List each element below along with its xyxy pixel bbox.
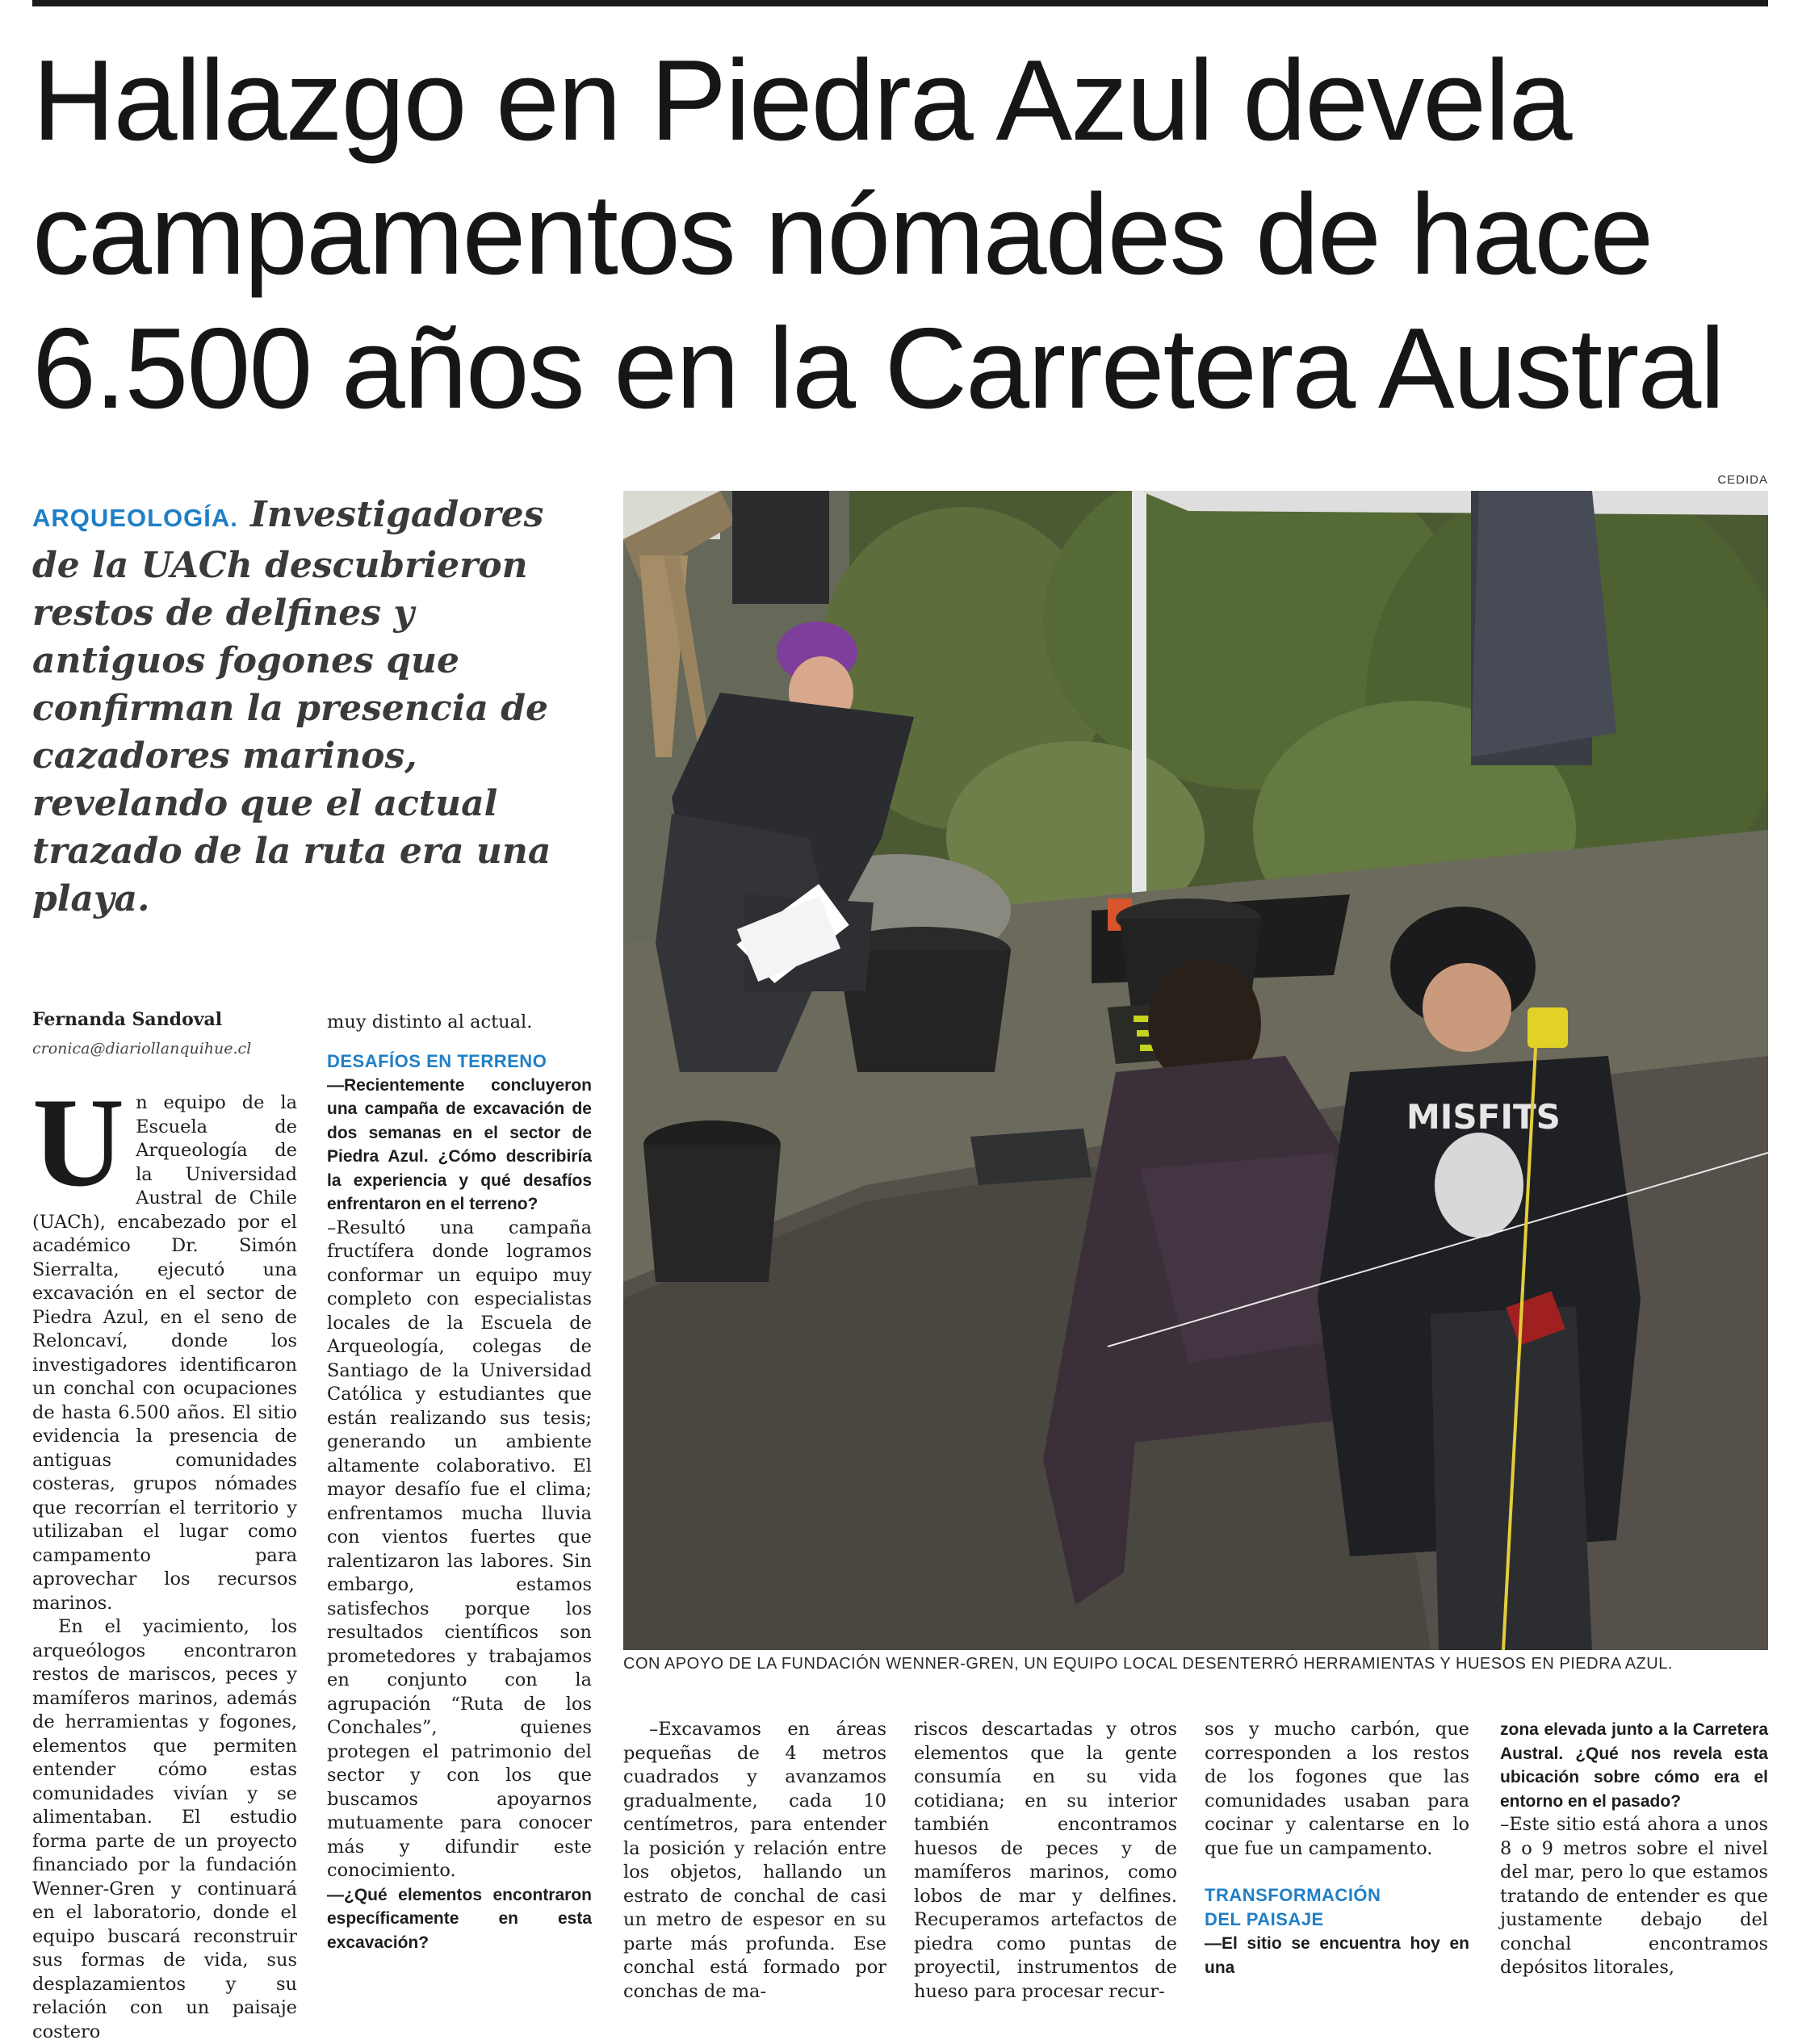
paragraph: riscos descartadas y otros elementos que la gente consumía en su vida cotidiana; en su interior también encontramos huesos de peces y de mamíferos marinos, como lobos de mar y delfines. Recuperamos artefactos de piedra como puntas de proyectil, instrumentos de hueso para procesar recur- — [914, 1719, 1177, 2002]
interview-question: —Recientemente concluyeron una campaña de excavación de dos semanas en el sector de Piedra Azul. ¿Cómo describiría la experiencia y qué desafíos enfrentaron en el terreno? — [327, 1075, 592, 1213]
article-column-2 — [327, 1011, 592, 1954]
interview-question: —El sitio se encuentra hoy en una — [1205, 1934, 1469, 1977]
article-column-6 — [1500, 1718, 1768, 1980]
interview-answer: –Este sitio está ahora a unos 8 o 9 metros sobre el nivel del mar, pero lo que estamos tratando de entender es que justamente debajo del conchal encontramos depósitos litorales, — [1500, 1814, 1768, 1978]
headline — [32, 34, 1784, 436]
author-email: cronica@diariollanquihue.cl — [32, 1040, 252, 1058]
top-rule — [32, 0, 1768, 6]
paragraph: n equipo de la Escuela de Arqueología de la Universidad Austral de Chile (UACh), encabezado por el académico Dr. Simón Sierralta, ejecutó una excavación en el sector de Piedra Azul, en el seno de Reloncaví, donde los investigadores identificaron un conchal con ocupaciones de hasta 6.500 años. El sitio evidencia la presencia de antiguas comunidades costeras, grupos nómades que recorrían el territorio y utilizaban el lugar como campamento para aprovechar los recursos marinos. — [32, 1092, 297, 1614]
paragraph: sos y mucho carbón, que corresponden a los restos de los fogones que las comunidades usaban para cocinar y calentarse en lo que fue un campamento. — [1205, 1719, 1469, 1859]
article-column-1 — [32, 1072, 297, 2044]
article-column-3 — [623, 1718, 886, 2004]
byline — [32, 1009, 307, 1058]
shirt-text: MISFITS — [1406, 1097, 1561, 1137]
section-kicker: ARQUEOLOGÍA. — [32, 504, 238, 532]
article-column-4 — [914, 1718, 1177, 2004]
article-column-5 — [1205, 1718, 1469, 1979]
lead-paragraph — [32, 491, 589, 923]
paragraph: En el yacimiento, los arqueólogos encontraron restos de mariscos, peces y mamíferos marinos, además de herramientas y fogones, elementos que permiten entender cómo estas comunidades vivían y se alimentaban. El estudio forma parte de un proyecto financiado por la fundación Wenner-Gren y continuará en el laboratorio, donde el equipo buscará reconstruir sus formas de vida, sus desplazamientos y su relación con un paisaje costero — [32, 1616, 297, 2042]
paragraph: muy distinto al actual. — [327, 1012, 533, 1032]
headline-line-3: 6.500 años en la Carretera Austral — [32, 304, 1724, 433]
lead-text: Investigadores de la UACh descubrieron restos de delfines y antiguos fogones que confirman la presencia de cazadores marinos, revelando que el actual trazado de la ruta era una playa. — [32, 494, 551, 919]
excavation-photo-illustration — [623, 491, 1768, 1650]
interview-answer: –Resultó una campaña fructífera donde logramos conformar un equipo muy completo con especialistas locales de la Escuela de Arqueología, colegas de Santiago de la Universidad Católica y estudiantes que están realizando sus tesis; generando un ambiente altamente colaborativo. El mayor desafío fue el clima; enfrentamos mucha lluvia con vientos fuertes que ralentizaron las labores. Sin embargo, estamos satisfechos porque los resultados científicos son prometedores y trabajamos en conjunto con la agrupación “Ruta de los Conchales”, quienes protegen el patrimonio del sector y con los que buscamos apoyarnos mutuamente para conocer más y difundir este conocimiento. — [327, 1217, 592, 1881]
author-name: Fernanda Sandoval — [32, 1009, 223, 1030]
photo-caption: CON APOYO DE LA FUNDACIÓN WENNER-GREN, UN EQUIPO LOCAL DESENTERRÓ HERRAMIENTAS Y HUESOS EN PIEDRA AZUL. — [623, 1655, 1673, 1673]
photo-credit: CEDIDA — [1717, 473, 1768, 487]
headline-line-1: Hallazgo en Piedra Azul devela — [32, 36, 1571, 165]
headline-line-2: campamentos nómades de hace — [32, 170, 1653, 299]
article-photo — [623, 491, 1768, 1650]
drop-cap: U — [32, 1072, 125, 1213]
interview-question: zona elevada junto a la Carretera Austral. ¿Qué nos revela esta ubicación sobre cómo era el entorno en el pasado? — [1500, 1720, 1768, 1811]
interview-question: —¿Qué elementos encontraron específicamente en esta excavación? — [327, 1885, 592, 1952]
interview-answer: –Excavamos en áreas pequeñas de 4 metros cuadrados y avanzamos gradualmente, cada 10 centímetros, para entender la posición y relación entre los objetos, hallando un estrato de conchal de casi un metro de espesor en su parte más profunda. Ese conchal está formado por conchas de ma- — [623, 1719, 886, 2002]
section-heading: TRANSFORMACIÓN DEL PAISAJE — [1205, 1885, 1381, 1929]
section-heading: DESAFÍOS EN TERRENO — [327, 1050, 547, 1071]
